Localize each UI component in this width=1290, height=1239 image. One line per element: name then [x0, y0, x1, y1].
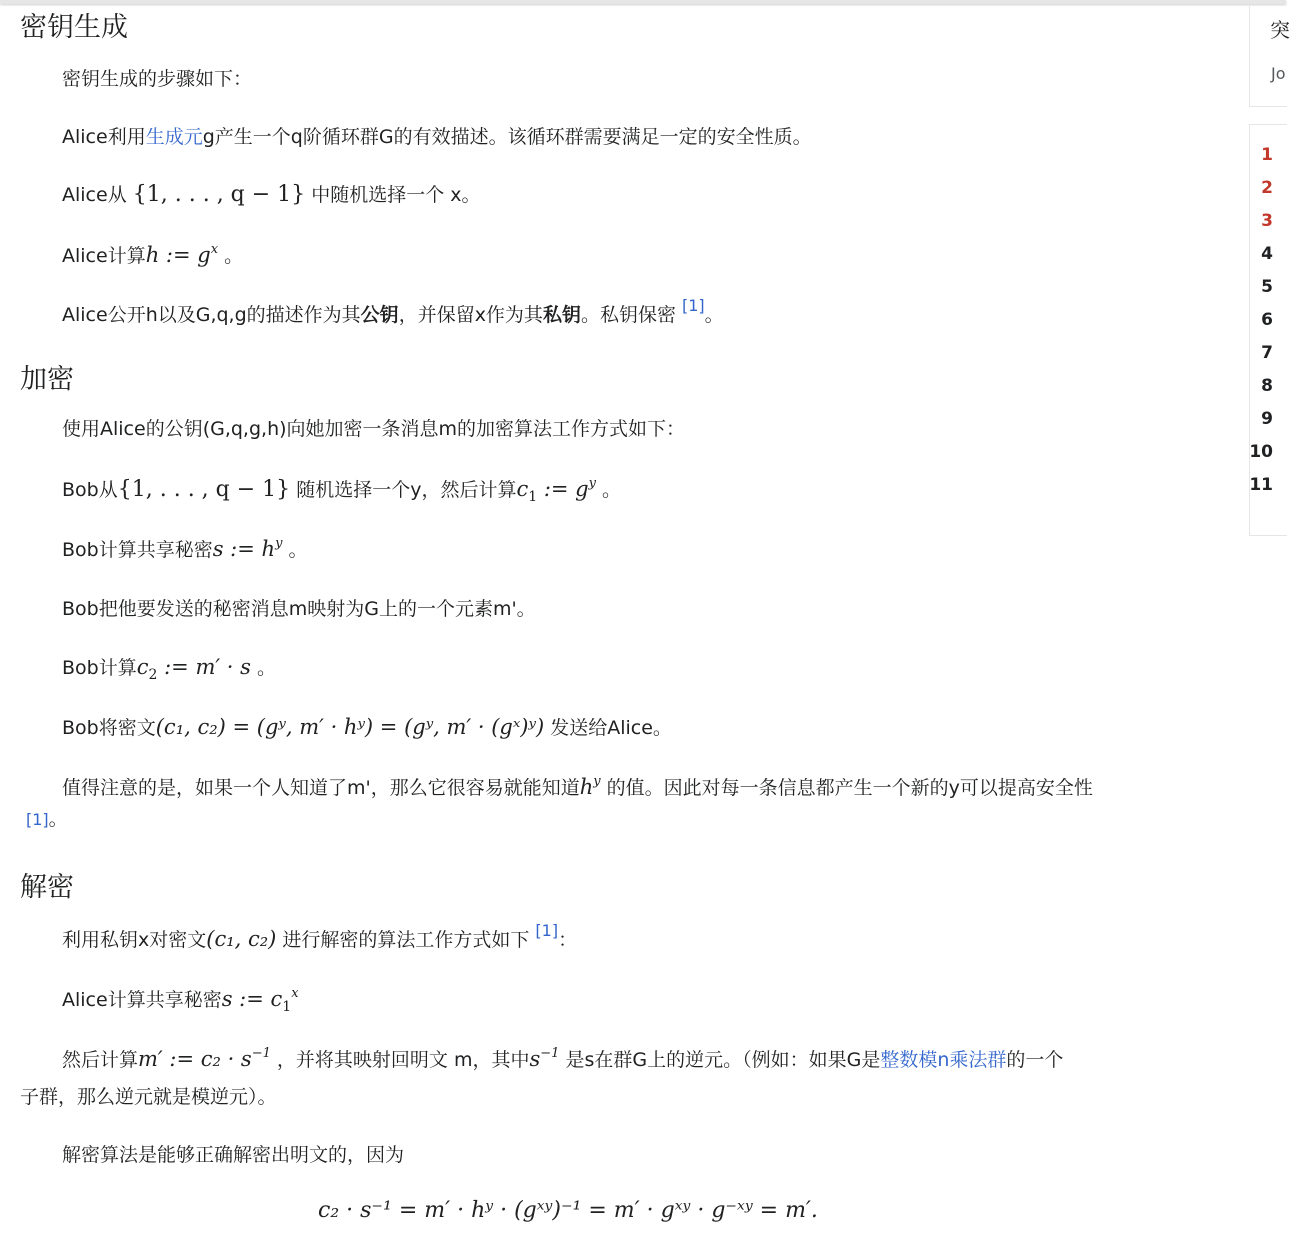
math: s := c: [221, 987, 283, 1011]
math: (c₁, c₂): [206, 927, 277, 951]
text: 进行解密的算法工作方式如下: [282, 929, 530, 951]
text: 。私钥保密: [580, 304, 676, 326]
text: ：: [558, 929, 578, 951]
private-key-term: 私钥: [542, 304, 581, 326]
decrypt-step-1: [62, 986, 299, 1016]
text: 中随机选择一个 x。: [311, 184, 481, 206]
text: 。: [224, 245, 244, 267]
text: g产生一个q阶循环群G的有效描述。该循环群需要满足一定的安全性质。: [202, 126, 812, 148]
math-set: {1, . . . , q − 1}: [132, 182, 306, 207]
math-sup: y: [588, 476, 596, 491]
toc-item-2[interactable]: 2: [1261, 178, 1273, 198]
toc-item-4[interactable]: 4: [1261, 244, 1273, 264]
keygen-step-1: [62, 124, 812, 150]
text: Bob计算: [62, 657, 137, 679]
encrypt-step-3: Bob把他要发送的秘密消息m映射为G上的一个元素m'。: [62, 598, 536, 620]
text: Alice公开h以及G,q,g的描述作为其: [62, 304, 361, 326]
text: 。: [256, 657, 276, 679]
text: 然后计算: [62, 1049, 139, 1071]
encrypt-note: [62, 774, 1093, 804]
math-sup: y: [593, 774, 601, 789]
math-sup: x: [291, 986, 299, 1001]
toc-item-8[interactable]: 8: [1261, 376, 1273, 396]
text: Alice计算: [62, 245, 146, 267]
toc-item-1[interactable]: 1: [1261, 145, 1273, 165]
math-sup: −1: [251, 1046, 271, 1061]
text: 是s在群G上的逆元。（例如：如果G是: [565, 1049, 881, 1071]
text: 随机选择一个y，然后计算: [296, 479, 517, 501]
text: 利用私钥x对密文: [62, 929, 207, 951]
toc-item-5[interactable]: 5: [1261, 277, 1273, 297]
encrypt-step-2: [62, 536, 307, 566]
text: Alice利用: [62, 126, 146, 148]
toc-item-9[interactable]: 9: [1261, 409, 1273, 429]
sidebar-title-char: 突: [1270, 18, 1290, 42]
toc-item-7[interactable]: 7: [1261, 343, 1273, 363]
keygen-intro: 密钥生成的步骤如下：: [62, 68, 253, 90]
text: Bob计算共享秘密: [62, 539, 213, 561]
math: s: [529, 1047, 541, 1071]
math-set: {1, . . . , q − 1}: [117, 477, 291, 502]
encrypt-intro: 使用Alice的公钥(G,q,g,h)向她加密一条消息m的加密算法工作方式如下：: [62, 418, 686, 440]
text: ，并将其映射回明文 m，其中: [276, 1049, 530, 1071]
math-sup: x: [210, 242, 219, 257]
decrypt-proof-intro: 解密算法是能够正确解密出明文的，因为: [62, 1144, 405, 1166]
math: := g: [537, 477, 589, 501]
text: Bob将密文: [62, 717, 156, 739]
math: c: [516, 477, 529, 501]
toc-item-10[interactable]: 10: [1249, 442, 1273, 462]
math: h: [579, 775, 594, 799]
text: Alice计算共享秘密: [62, 989, 222, 1011]
text: 发送给Alice。: [550, 717, 672, 739]
encrypt-note-ref-line: [26, 806, 68, 833]
math: (c₁, c₂) = (gʸ, m′ · hʸ) = (gʸ, m′ · (gˣ)ʸ): [155, 715, 545, 739]
multiplicative-group-link[interactable]: 整数模n乘法群: [880, 1049, 1007, 1071]
reference-link[interactable]: [1]: [26, 810, 49, 829]
keygen-step-2: [62, 182, 481, 208]
math-sub: 1: [528, 489, 538, 505]
text: Bob从: [62, 479, 118, 501]
encrypt-step-4: [62, 654, 276, 683]
decrypt-intro: [62, 921, 578, 954]
section-title-encrypt: 加密: [20, 364, 74, 395]
math: c: [136, 655, 149, 679]
sidebar-infobox: [1249, 6, 1290, 107]
sidebar-text: Jo: [1271, 64, 1286, 83]
math: m′ := c₂ · s: [138, 1047, 252, 1071]
public-key-term: 公钥: [360, 304, 399, 326]
decrypt-step-2: [62, 1046, 1063, 1076]
text: 的值。因此对每一条信息都产生一个新的y可以提高安全性: [606, 777, 1093, 799]
math-sub: 2: [148, 667, 158, 683]
math-sup: −1: [540, 1046, 560, 1061]
section-title-keygen: 密钥生成: [20, 12, 128, 43]
toc-item-6[interactable]: 6: [1261, 310, 1273, 330]
reference-link[interactable]: [1]: [535, 921, 559, 940]
generator-link[interactable]: 生成元: [145, 126, 203, 148]
math: s := h: [212, 537, 276, 561]
text: ，并保留x作为其: [398, 304, 543, 326]
text: 。: [704, 304, 724, 326]
section-title-decrypt: 解密: [20, 872, 74, 903]
decrypt-step-2-line2: 子群，那么逆元就是模逆元）。: [20, 1086, 277, 1108]
text: Alice从: [62, 184, 127, 206]
reference-link[interactable]: [1]: [681, 296, 705, 315]
keygen-step-3: [62, 242, 243, 272]
text: 值得注意的是，如果一个人知道了m'，那么它很容易就能知道: [62, 777, 580, 799]
text: 。: [288, 539, 308, 561]
encrypt-step-5: [62, 714, 672, 741]
math-h-def: h := g: [145, 243, 211, 267]
toc-sidebar: [1249, 124, 1287, 536]
toc-item-11[interactable]: 11: [1249, 475, 1273, 495]
toc-item-3[interactable]: 3: [1261, 211, 1273, 231]
math-sup: y: [275, 536, 283, 551]
encrypt-step-1: [62, 476, 621, 506]
decrypt-equation: c₂ · s⁻¹ = m′ · hʸ · (gˣʸ)⁻¹ = m′ · gˣʸ · g⁻ˣʸ = m′.: [318, 1198, 818, 1223]
math-sub: 1: [282, 999, 292, 1015]
text: 的一个: [1006, 1049, 1064, 1071]
text: 。: [602, 479, 622, 501]
keygen-step-4: [62, 296, 724, 329]
text: 。: [48, 808, 68, 830]
math: := m′ · s: [157, 655, 251, 679]
